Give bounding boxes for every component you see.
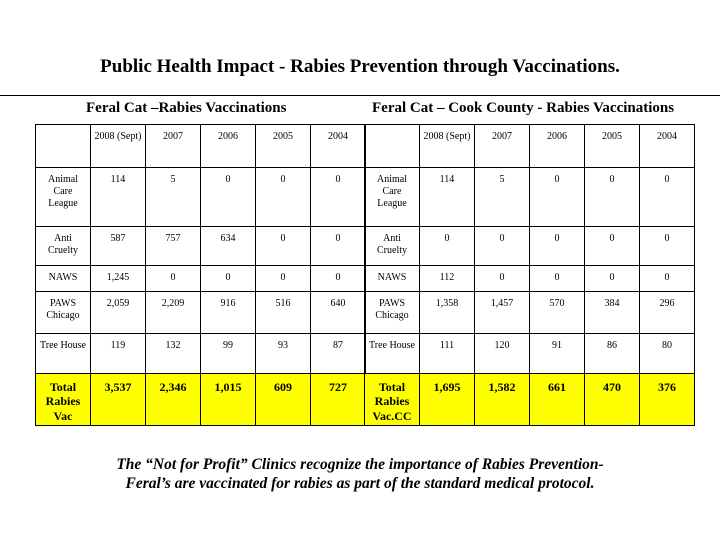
table-header-row xyxy=(36,125,366,168)
row-label: Animal Care League xyxy=(365,168,420,227)
table-cell: 727 xyxy=(311,374,366,426)
table-cell: 91 xyxy=(530,334,585,374)
left-table-subtitle: Feral Cat –Rabies Vaccinations xyxy=(86,100,287,116)
header-cell: 2007 xyxy=(146,125,201,168)
header-cell: 2008 (Sept) xyxy=(91,125,146,168)
table-cell: 376 xyxy=(640,374,695,426)
table-cell: 87 xyxy=(311,334,366,374)
table-cell: 0 xyxy=(585,168,640,227)
table-cell: 2,209 xyxy=(146,292,201,334)
row-label: PAWS Chicago xyxy=(36,292,91,334)
row-label: Total Rabies Vac xyxy=(36,374,91,426)
table-cell: 587 xyxy=(91,227,146,266)
table-cell: 111 xyxy=(420,334,475,374)
table-cell: 1,015 xyxy=(201,374,256,426)
table-row xyxy=(36,168,366,227)
table-cell: 0 xyxy=(256,227,311,266)
table-cell: 640 xyxy=(311,292,366,334)
table-cell: 1,457 xyxy=(475,292,530,334)
table-cell: 0 xyxy=(640,168,695,227)
table-cell: 0 xyxy=(640,227,695,266)
table-cell: 0 xyxy=(640,266,695,292)
table-cell: 80 xyxy=(640,334,695,374)
header-cell xyxy=(365,125,420,168)
right-vaccination-table xyxy=(364,124,695,426)
table-row xyxy=(365,266,695,292)
row-label: PAWS Chicago xyxy=(365,292,420,334)
table-cell: 1,358 xyxy=(420,292,475,334)
row-label: Tree House xyxy=(365,334,420,374)
table-cell: 3,537 xyxy=(91,374,146,426)
footer-line-1: The “Not for Profit” Clinics recognize the importance of Rabies Prevention- xyxy=(116,456,604,473)
header-cell: 2005 xyxy=(585,125,640,168)
table-cell: 0 xyxy=(311,168,366,227)
header-cell: 2004 xyxy=(311,125,366,168)
table-cell: 634 xyxy=(201,227,256,266)
row-label: Tree House xyxy=(36,334,91,374)
table-cell: 0 xyxy=(311,266,366,292)
table-cell: 86 xyxy=(585,334,640,374)
table-cell: 5 xyxy=(475,168,530,227)
table-cell: 0 xyxy=(530,266,585,292)
table-cell: 119 xyxy=(91,334,146,374)
footer-line-2: Feral’s are vaccinated for rabies as part of the standard medical protocol. xyxy=(125,475,595,493)
table-row xyxy=(365,292,695,334)
footer-note xyxy=(0,455,720,494)
table-cell: 1,695 xyxy=(420,374,475,426)
header-cell: 2008 (Sept) xyxy=(420,125,475,168)
table-cell: 2,059 xyxy=(91,292,146,334)
table-cell: 132 xyxy=(146,334,201,374)
right-table-subtitle: Feral Cat – Cook County - Rabies Vaccinations xyxy=(372,100,675,116)
table-cell: 384 xyxy=(585,292,640,334)
table-row xyxy=(36,334,366,374)
table-cell: 114 xyxy=(420,168,475,227)
table-cell: 0 xyxy=(256,266,311,292)
table-header-row xyxy=(365,125,695,168)
table-cell: 5 xyxy=(146,168,201,227)
table-cell: 0 xyxy=(530,227,585,266)
table-cell: 516 xyxy=(256,292,311,334)
table-cell: 0 xyxy=(530,168,585,227)
table-cell: 661 xyxy=(530,374,585,426)
table-cell: 0 xyxy=(146,266,201,292)
header-cell xyxy=(36,125,91,168)
table-cell: 112 xyxy=(420,266,475,292)
total-row xyxy=(36,374,366,426)
table-row xyxy=(36,227,366,266)
table-row xyxy=(365,334,695,374)
row-label: NAWS xyxy=(36,266,91,292)
row-label: Total Rabies Vac.CC xyxy=(365,374,420,426)
row-label: NAWS xyxy=(365,266,420,292)
table-cell: 93 xyxy=(256,334,311,374)
table-cell: 570 xyxy=(530,292,585,334)
table-cell: 609 xyxy=(256,374,311,426)
table-cell: 0 xyxy=(201,266,256,292)
table-cell: 916 xyxy=(201,292,256,334)
table-cell: 0 xyxy=(475,227,530,266)
row-label: Anti Cruelty xyxy=(36,227,91,266)
header-cell: 2007 xyxy=(475,125,530,168)
table-cell: 2,346 xyxy=(146,374,201,426)
table-cell: 1,245 xyxy=(91,266,146,292)
table-cell: 0 xyxy=(585,227,640,266)
row-label: Animal Care League xyxy=(36,168,91,227)
header-cell: 2005 xyxy=(256,125,311,168)
page-title: Public Health Impact - Rabies Prevention through Vaccinations. xyxy=(100,56,620,77)
table-cell: 0 xyxy=(475,266,530,292)
table-cell: 120 xyxy=(475,334,530,374)
row-label: Anti Cruelty xyxy=(365,227,420,266)
header-cell: 2006 xyxy=(201,125,256,168)
table-row xyxy=(36,266,366,292)
table-cell: 296 xyxy=(640,292,695,334)
table-row xyxy=(36,292,366,334)
table-cell: 0 xyxy=(420,227,475,266)
table-cell: 0 xyxy=(585,266,640,292)
table-cell: 470 xyxy=(585,374,640,426)
table-cell: 0 xyxy=(311,227,366,266)
title-divider xyxy=(0,95,720,96)
header-cell: 2004 xyxy=(640,125,695,168)
header-cell: 2006 xyxy=(530,125,585,168)
table-cell: 114 xyxy=(91,168,146,227)
table-cell: 0 xyxy=(201,168,256,227)
table-cell: 757 xyxy=(146,227,201,266)
table-row xyxy=(365,168,695,227)
table-row xyxy=(365,227,695,266)
table-cell: 1,582 xyxy=(475,374,530,426)
table-cell: 99 xyxy=(201,334,256,374)
table-cell: 0 xyxy=(256,168,311,227)
total-row xyxy=(365,374,695,426)
left-vaccination-table xyxy=(35,124,366,426)
